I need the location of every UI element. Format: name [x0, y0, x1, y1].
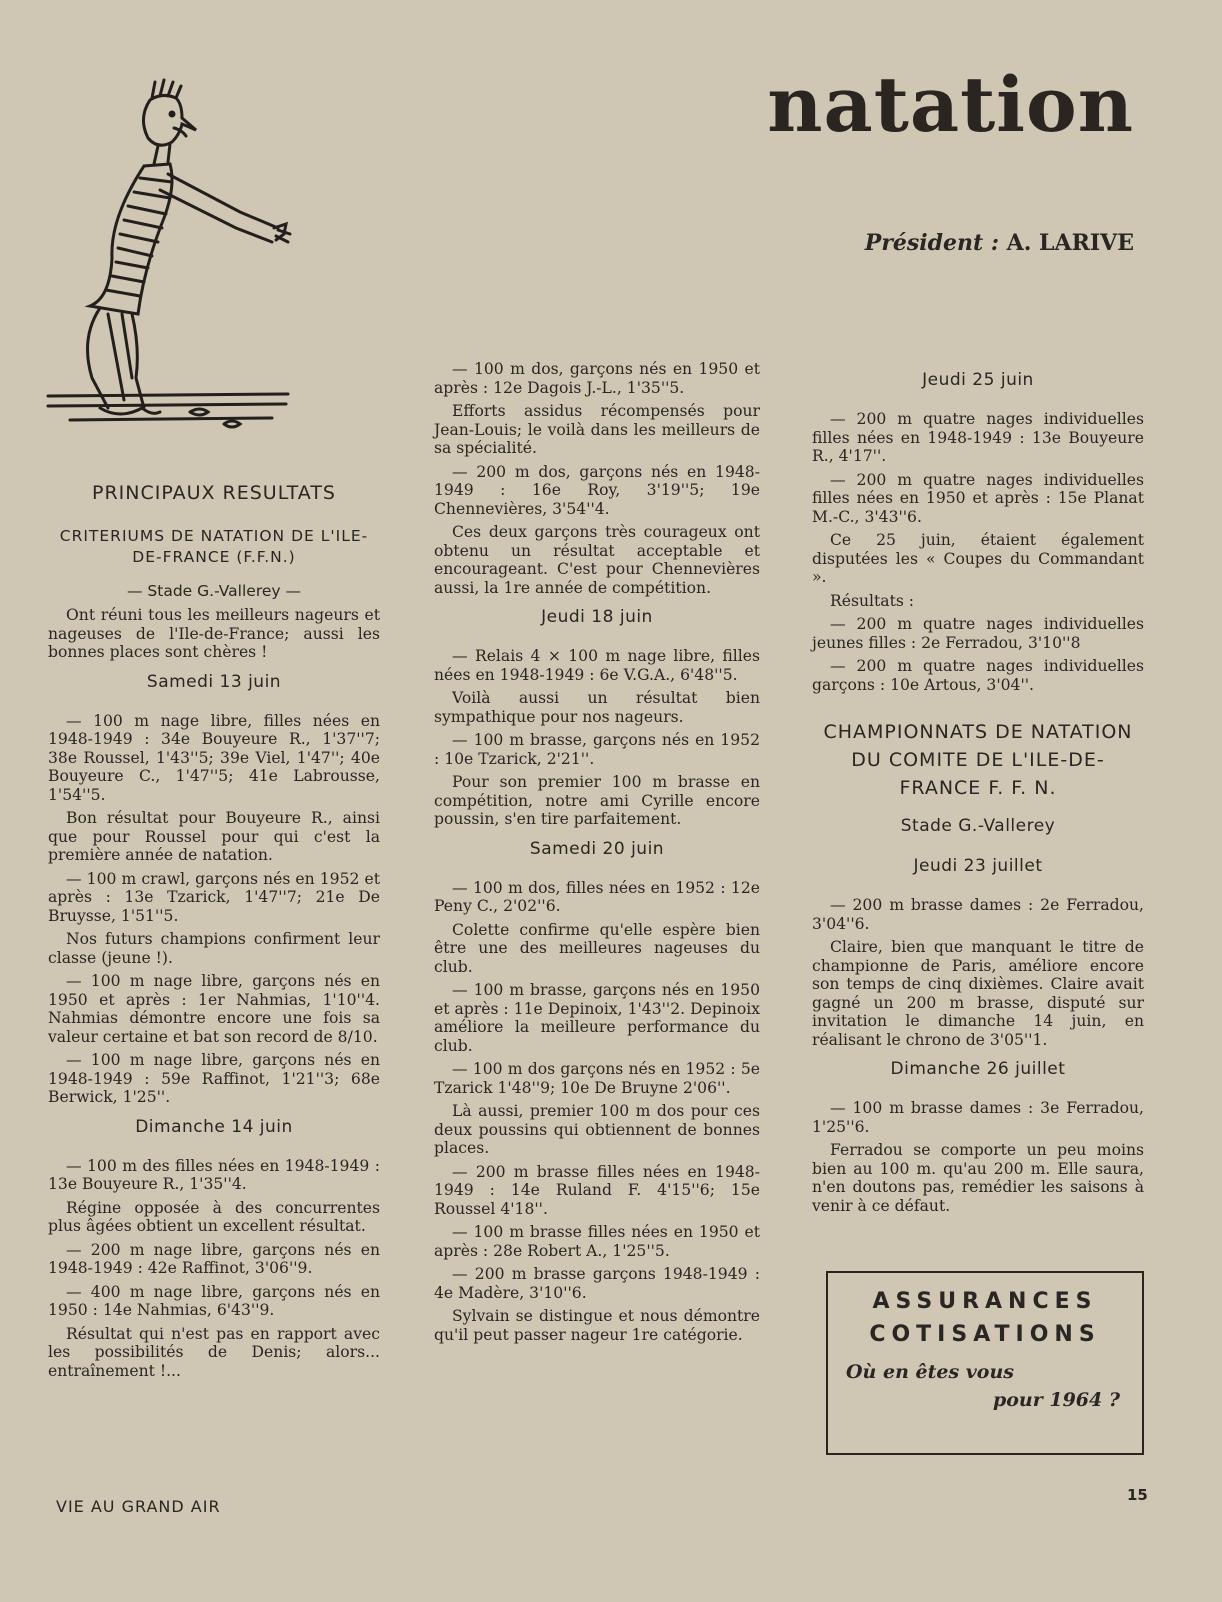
article-paragraph: — 100 m brasse dames : 3e Ferradou, 1'25''6.	[812, 1099, 1144, 1136]
box-line-cotisations: COTISATIONS	[869, 1322, 1101, 1347]
article-paragraph: Colette confirme qu'elle espère bien être une des meilleures nageuses du club.	[434, 920, 760, 976]
article-paragraph: — Relais 4 × 100 m nage libre, filles nées en 1948-1949 : 6e V.G.A., 6'48''5.	[434, 647, 760, 684]
column-right	[812, 360, 1144, 1220]
section-heading: Dimanche 14 juin	[135, 1116, 293, 1137]
section-heading: Samedi 13 juin	[146, 671, 282, 692]
article-paragraph: — 200 m quatre nages individuelles filles nées en 1948-1949 : 13e Bouyeure R., 4'17''.	[812, 410, 1144, 465]
article-paragraph: — 200 m dos, garçons nés en 1948-1949 : 16e Roy, 3'19''5; 19e Chennevières, 3'54''4.	[434, 462, 760, 518]
article-paragraph: Résultat qui n'est pas en rapport avec les possibilités de Denis; alors... entraînement !...	[48, 1324, 380, 1380]
swimmer-illustration	[40, 78, 300, 448]
column-middle	[434, 360, 760, 1349]
section-heading: Dimanche 26 juillet	[890, 1059, 1066, 1079]
article-paragraph: — 100 m brasse, garçons nés en 1952 : 10e Tzarick, 2'21''.	[434, 731, 760, 768]
article-paragraph: Pour son premier 100 m brasse en compétition, notre ami Cyrille encore poussin, s'en tire parfaitement.	[434, 773, 760, 828]
article-paragraph: Ce 25 juin, étaient également disputées les « Coupes du Commandant ».	[812, 531, 1144, 586]
section-heading: Jeudi 25 juin	[922, 370, 1034, 390]
section-heading: Jeudi 23 juillet	[913, 856, 1043, 876]
article-paragraph: — 200 m brasse dames : 2e Ferradou, 3'04''6.	[812, 896, 1144, 933]
box-line-question: Où en êtes vous	[846, 1361, 1014, 1383]
article-paragraph: Régine opposée à des concurrentes plus âgées obtient un excellent résultat.	[48, 1198, 380, 1235]
article-paragraph: Ont réuni tous les meilleurs nageurs et nageuses de l'Ile-de-France; aussi les bonnes places sont chères !	[48, 606, 380, 661]
article-paragraph: Voilà aussi un résultat bien sympathique pour nos nageurs.	[434, 689, 760, 726]
page-number: 15	[1127, 1486, 1148, 1504]
page-title: natation	[767, 60, 1134, 149]
article-paragraph: Résultats :	[830, 591, 915, 610]
competition-heading: CRITERIUMS DE NATATION DE L'ILE-DE-FRANCE (F.F.N.)	[59, 527, 369, 566]
article-paragraph: Là aussi, premier 100 m dos pour ces deux poussins qui obtiennent de bonnes places.	[434, 1102, 760, 1157]
section-heading: Jeudi 18 juin	[541, 607, 653, 627]
box-line-year: pour 1964 ?	[992, 1389, 1120, 1411]
article-paragraph: — 200 m quatre nages individuelles garçons : 10e Artous, 3'04''.	[812, 657, 1144, 694]
article-paragraph: — 100 m brasse filles nées en 1950 et après : 28e Robert A., 1'25''5.	[434, 1223, 760, 1260]
article-paragraph: — 100 m nage libre, filles nées en 1948-1949 : 34e Bouyeure R., 1'37''7; 38e Roussel, 1'43''5; 39e Viel, 1'47''; 40e Bouyeure C., 1'47''5; 41e Labrousse, 1'54''5.	[48, 711, 380, 804]
article-paragraph: — 100 m crawl, garçons nés en 1952 et après : 13e Tzarick, 1'47''7; 21e De Bruysse, 1'51''5.	[48, 869, 380, 925]
article-paragraph: — 100 m brasse, garçons nés en 1950 et après : 11e Depinoix, 1'43''2. Depinoix améliore la meilleure performance du club.	[434, 981, 760, 1055]
venue-heading: — Stade G.-Vallerey —	[127, 582, 301, 600]
president-label: Président :	[864, 230, 999, 256]
president-name: A. LARIVE	[1006, 230, 1134, 256]
article-paragraph: — 400 m nage libre, garçons nés en 1950 : 14e Nahmias, 6'43''9.	[48, 1282, 380, 1319]
section-heading: Samedi 20 juin	[529, 838, 665, 859]
article-paragraph: — 100 m nage libre, garçons nés en 1950 et après : 1er Nahmias, 1'10''4. Nahmias démontre encore une fois sa valeur certaine et bat son record de 8/10.	[48, 972, 380, 1046]
section-heading: Stade G.-Vallerey	[900, 816, 1056, 836]
article-paragraph: — 200 m brasse garçons 1948-1949 : 4e Madère, 3'10''6.	[434, 1265, 760, 1302]
article-paragraph: Nos futurs champions confirment leur classe (jeune !).	[48, 930, 380, 967]
championship-heading: CHAMPIONNATS DE NATATION DU COMITE DE L'ILE-DE-FRANCE F. F. N.	[823, 721, 1133, 799]
article-paragraph: — 100 m dos garçons nés en 1952 : 5e Tzarick 1'48''9; 10e De Bruyne 2'06''.	[434, 1060, 760, 1097]
article-paragraph: — 100 m dos, filles nées en 1952 : 12e Peny C., 2'02''6.	[434, 878, 760, 915]
column-left	[48, 482, 380, 1385]
article-paragraph: Claire, bien que manquant le titre de championne de Paris, améliore encore son temps de cinq dixièmes. Claire avait gagné un 200 m brasse, disputé sur invitation le dimanche 14 juin, en réalisant le chrono de 3'05''1.	[812, 938, 1144, 1049]
article-paragraph: — 100 m des filles nées en 1948-1949 : 13e Bouyeure R., 1'35''4.	[48, 1156, 380, 1193]
article-paragraph: — 200 m quatre nages individuelles jeunes filles : 2e Ferradou, 3'10''8	[812, 615, 1144, 652]
magazine-name: VIE AU GRAND AIR	[56, 1497, 221, 1516]
article-paragraph: — 200 m nage libre, garçons nés en 1948-1949 : 42e Raffinot, 3'06''9.	[48, 1240, 380, 1277]
insurance-notice-box	[826, 1271, 1144, 1455]
article-paragraph: Ferradou se comporte un peu moins bien au 100 m. qu'au 200 m. Elle saura, n'en doutons pas, remédier les saisons à venir à ce défaut.	[812, 1141, 1144, 1215]
president-line	[865, 230, 1134, 256]
article-paragraph: Ces deux garçons très courageux ont obtenu un résultat acceptable et encourageant. C'est pour Chennevières aussi, la 1re année de compétition.	[434, 523, 760, 597]
article-paragraph: Efforts assidus récompensés pour Jean-Louis; le voilà dans les meilleurs de sa spécialité.	[434, 402, 760, 457]
article-paragraph: — 200 m quatre nages individuelles filles nées en 1950 et après : 15e Planat M.-C., 3'43''6.	[812, 470, 1144, 526]
main-heading: PRINCIPAUX RESULTATS	[91, 482, 336, 504]
article-paragraph: — 200 m brasse filles nées en 1948-1949 : 14e Ruland F. 4'15''6; 15e Roussel 4'18''.	[434, 1162, 760, 1218]
article-paragraph: — 100 m dos, garçons nés en 1950 et après : 12e Dagois J.-L., 1'35''5.	[434, 360, 760, 397]
article-paragraph: — 100 m nage libre, garçons nés en 1948-1949 : 59e Raffinot, 1'21''3; 68e Berwick, 1'25''.	[48, 1051, 380, 1106]
article-paragraph: Bon résultat pour Bouyeure R., ainsi que pour Roussel pour qui c'est la première année de natation.	[48, 809, 380, 864]
article-paragraph: Sylvain se distingue et nous démontre qu'il peut passer nageur 1re catégorie.	[434, 1307, 760, 1344]
box-line-assurances: ASSURANCES	[872, 1289, 1098, 1314]
